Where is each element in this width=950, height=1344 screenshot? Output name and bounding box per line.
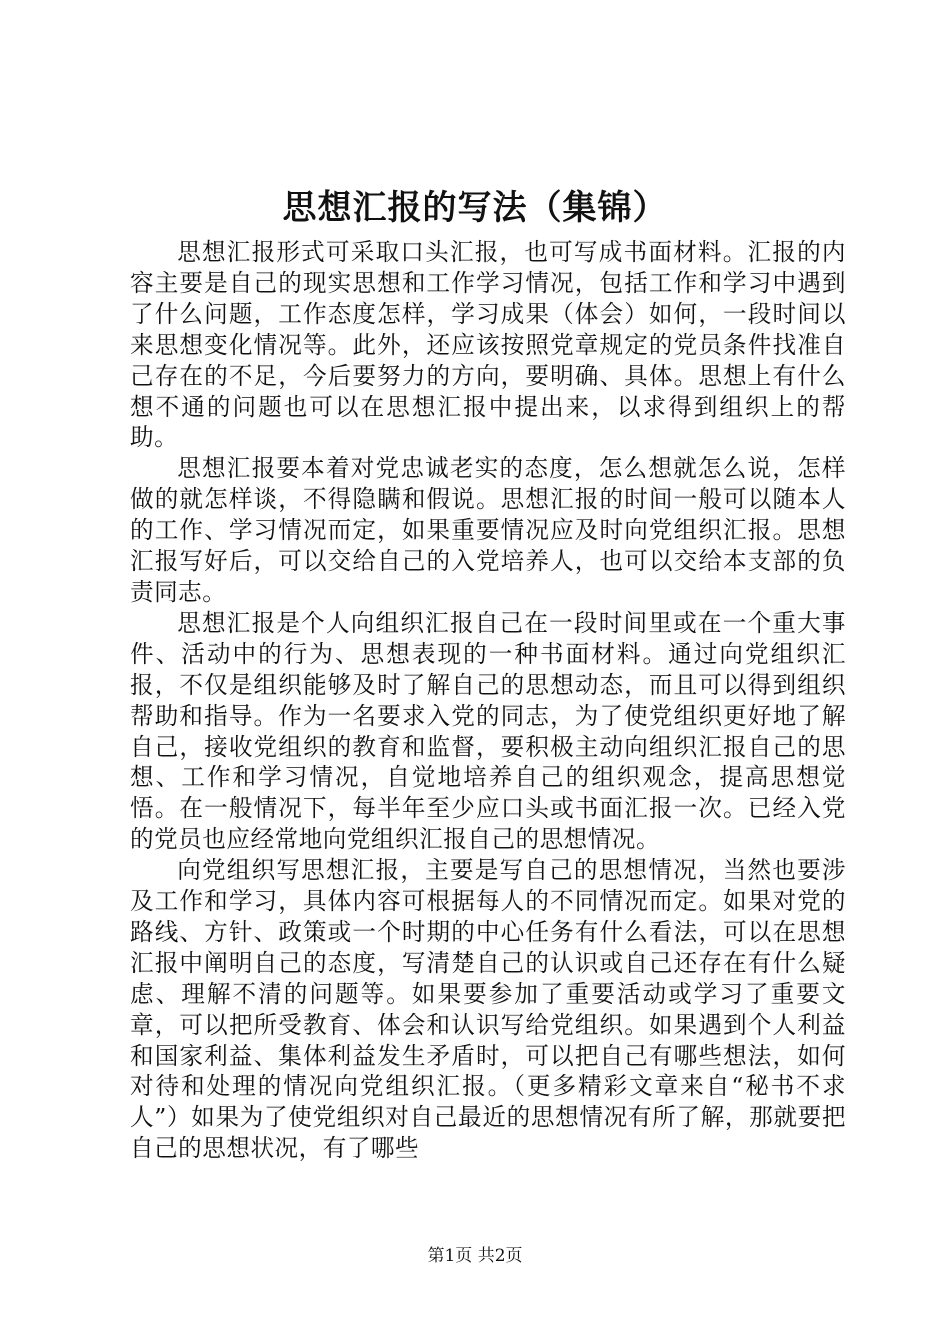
paragraph-4: 向党组织写思想汇报，主要是写自己的思想情况，当然也要涉及工作和学习，具体内容可根据每人的不同情况而定。如果对党的路线、方针、政策或一个时期的中心任务有什么看法，可以在思想汇报中阐明自己的态度，写清楚自己的认识或自己还存在有什么疑虑、理解不清的问题等。如果要参加了重要活动或学习了重要文章，可以把所受教育、体会和认识写给党组织。如果遇到个人利益和国家利益、集体利益发生矛盾时，可以把自己有哪些想法，如何对待和处理的情况向党组织汇报。（更多精彩文章来自“秘书不求人”）如果为了使党组织对自己最近的思想情况有所了解，那就要把自己的思想状况，有了哪些 bbox=[130, 856, 846, 1163]
document-body bbox=[130, 237, 846, 1164]
paragraph-3: 思想汇报是个人向组织汇报自己在一段时间里或在一个重大事件、活动中的行为、思想表现的一种书面材料。通过向党组织汇报，不仅是组织能够及时了解自己的思想动态，而且可以得到组织帮助和指导。作为一名要求入党的同志，为了使党组织更好地了解自己，接收党组织的教育和监督，要积极主动向组织汇报自己的思想、工作和学习情况，自觉地培养自己的组织观念，提高思想觉悟。在一般情况下，每半年至少应口头或书面汇报一次。已经入党的党员也应经常地向党组织汇报自己的思想情况。 bbox=[130, 608, 846, 854]
page-footer: 第1页 共2页 bbox=[427, 1246, 523, 1266]
paragraph-1: 思想汇报形式可采取口头汇报，也可写成书面材料。汇报的内容主要是自己的现实思想和工作学习情况，包括工作和学习中遇到了什么问题，工作态度怎样，学习成果（体会）如何，一段时间以来思想变化情况等。此外，还应该按照党章规定的党员条件找准自己存在的不足，今后要努力的方向，要明确、具体。思想上有什么想不通的问题也可以在思想汇报中提出来，以求得到组织上的帮助。 bbox=[130, 238, 846, 452]
paragraph-2: 思想汇报要本着对党忠诚老实的态度，怎么想就怎么说，怎样做的就怎样谈，不得隐瞒和假说。思想汇报的时间一般可以随本人的工作、学习情况而定，如果重要情况应及时向党组织汇报。思想汇报写好后，可以交给自己的入党培养人，也可以交给本支部的负责同志。 bbox=[130, 454, 846, 606]
document-title: 思想汇报的写法（集锦） bbox=[282, 188, 668, 228]
